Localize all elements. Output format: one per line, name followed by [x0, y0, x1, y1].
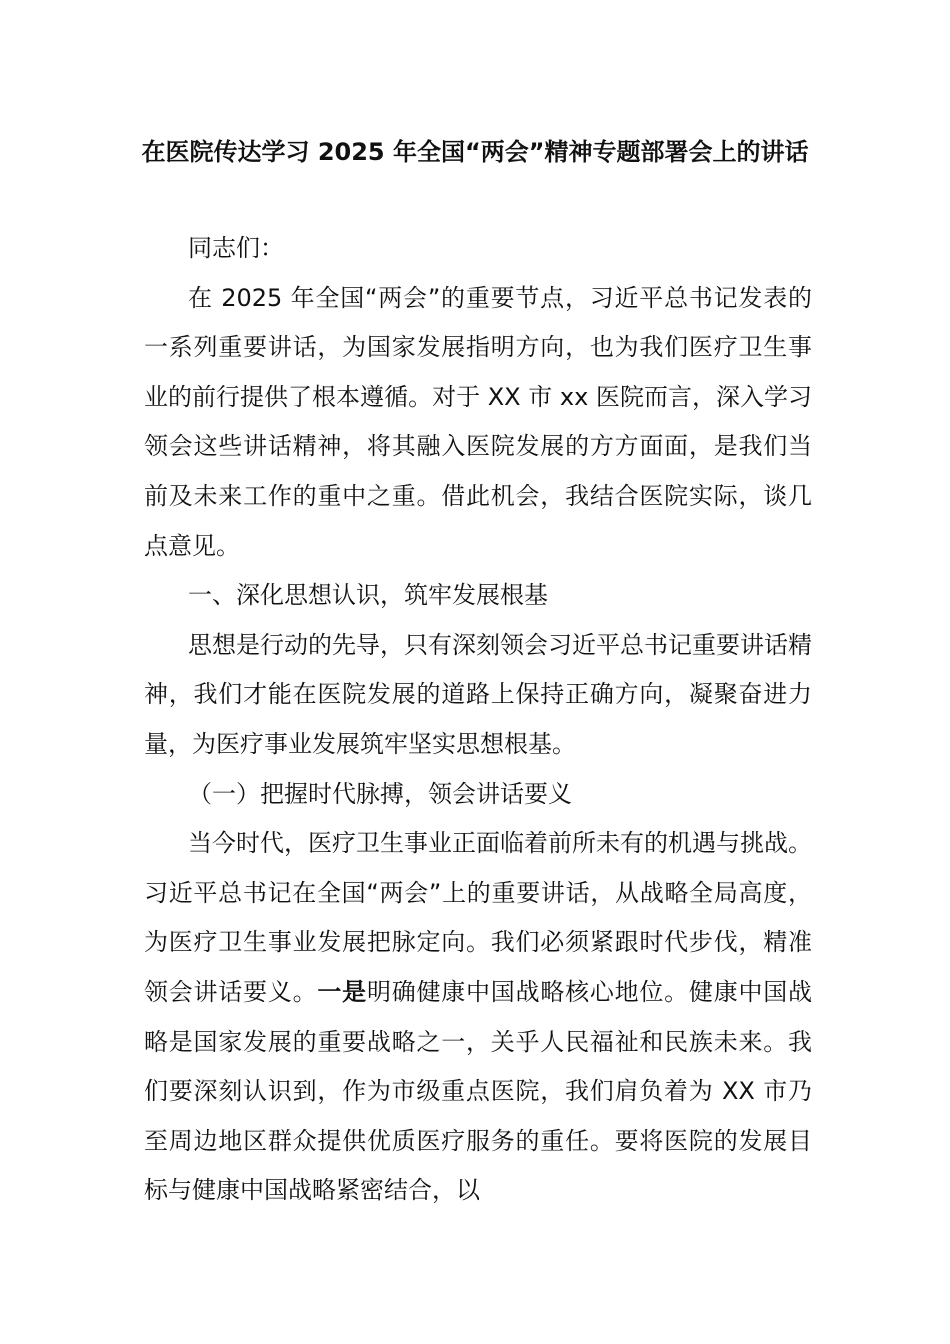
bold-marker: 一是 [317, 977, 367, 1006]
paragraph-text-continued: 明确健康中国战略核心地位。健康中国战略是国家发展的重要战略之一，关乎人民福祉和民族未来。我们要深刻认识到，作为市级重点医院，我们肩负着为 XX 市乃至周边地区群众提供优质医疗服务的重任。要将医院的发展目标与健康中国战略紧密结合，以 [144, 977, 813, 1205]
paragraph-section-1: 思想是行动的先导，只有深刻领会习近平总书记重要讲话精神，我们才能在医院发展的道路上保持正确方向，凝聚奋进力量，为医疗事业发展筑牢坚实思想根基。 [144, 630, 812, 758]
paragraph-subsection-1 [144, 819, 812, 1216]
paragraph-text-lead: 当今时代，医疗卫生事业正面临着前所未有的机遇与挑战。习近平总书记在全国“两会”上的重要讲话，从战略全局高度，为医疗卫生事业发展把脉定向。我们必须紧跟时代步伐，精准领会讲话要义。 [144, 829, 812, 1006]
subsection-heading-1: （一）把握时代脉搏，领会讲话要义 [188, 779, 572, 808]
paragraph-intro: 在 2025 年全国“两会”的重要节点，习近平总书记发表的一系列重要讲话，为国家发展指明方向，也为我们医疗卫生事业的前行提供了根本遵循。对于 XX 市 xx 医院而言，深入学习领会这些讲话精神，将其融入医院发展的方方面面，是我们当前及未来工作的重中之重。借此机会，我结合医院实际，谈几点意见。 [144, 283, 812, 560]
document-body [144, 224, 812, 1216]
greeting: 同志们： [188, 234, 284, 262]
section-heading-1: 一、深化思想认识，筑牢发展根基 [188, 581, 548, 610]
document-title: 在医院传达学习 2025 年全国“两会”精神专题部署会上的讲话 [141, 138, 809, 166]
